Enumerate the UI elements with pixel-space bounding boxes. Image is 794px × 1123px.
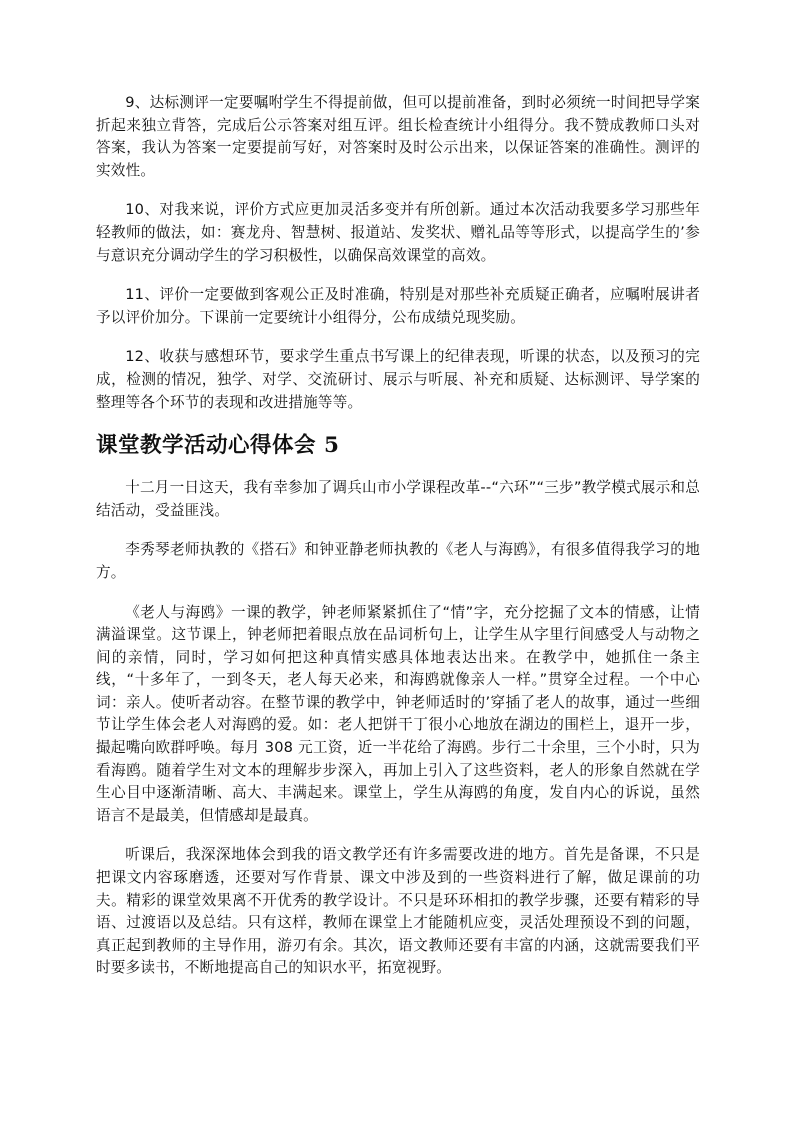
paragraph-intro: 十二月一日这天，我有幸参加了调兵山市小学课程改革--“六环”“三步”教学模式展示和总结活动，受益匪浅。 (96, 479, 700, 519)
paragraph-item-10: 10、对我来说，评价方式应更加灵活多变并有所创新。通过本次活动我要多学习那些年轻教师的做法，如：赛龙舟、智慧树、报道站、发奖状、赠礼品等等形式，以提高学生的’参与意识充分调动学生的学习积极性，以确保高效课堂的高效。 (96, 201, 700, 264)
paragraph-lesson-analysis: 《老人与海鸥》一课的教学，钟老师紧紧抓住了“情”字，充分挖掘了文本的情感，让情满溢课堂。这节课上，钟老师把着眼点放在品词析句上，让学生从字里行间感受人与动物之间的亲情，同时，学习如何把这种真情实感具体地表达出来。在教学中，她抓住一条主线，“十多年了，一到冬天，老人每天必来，和海鸥就像亲人一样。”贯穿全过程。一个中心词：亲人。使听者动容。在整节课的教学中，钟老师适时的’穿插了老人的故事，通过一些细节让学生体会老人对海鸥的爱。如：老人把饼干丁很小心地放在湖边的围栏上，退开一步，撮起嘴向欧群呼唤。每月 308 元工资，近一半花给了海鸥。步行二十余里，三个小时，只为看海鸥。随着学生对文本的理解步步深入，再加上引入了这些资料，老人的形象自然就在学生心目中逐渐清晰、高大、丰满起来。课堂上，学生从海鸥的角度，发自内心的诉说，虽然语言不是最美，但情感却是最真。 (96, 603, 700, 824)
paragraph-item-11: 11、评价一定要做到客观公正及时准确，特别是对那些补充质疑正确者，应嘱咐展讲者予以评价加分。下课前一定要统计小组得分，公布成绩兑现奖励。 (96, 286, 700, 326)
document-page (96, 92, 700, 997)
paragraph-reflection: 听课后，我深深地体会到我的语文教学还有许多需要改进的地方。首先是备课，不只是把课文内容琢磨透，还要对写作背景、课文中涉及到的一些资料进行了解，做足课前的功夫。精彩的课堂效果离不开优秀的教学设计。不只是环环相扣的教学步骤，还要有精彩的导语、过渡语以及总结。只有这样，教师在课堂上才能随机应变，灵活处理预设不到的问题，真正起到教师的主导作用，游刃有余。其次，语文教师还要有丰富的内涵，这就需要我们平时要多读书，不断地提高自己的知识水平，拓宽视野。 (96, 846, 700, 977)
paragraph-item-12: 12、收获与感想环节，要求学生重点书写课上的纪律表现，听课的状态，以及预习的完成，检测的情况，独学、对学、交流研讨、展示与听展、补充和质疑、达标测评、导学案的整理等各个环节的表现和改进措施等等。 (96, 348, 700, 411)
paragraph-item-9: 9、达标测评一定要嘱咐学生不得提前做，但可以提前准备，到时必须统一时间把导学案折起来独立背答，完成后公示答案对组互评。组长检查统计小组得分。我不赞成教师口头对答案，我认为答案一定要提前写好，对答案时及时公示出来，以保证答案的准确性。测评的实效性。 (96, 94, 700, 179)
paragraph-teachers: 李秀琴老师执教的《搭石》和钟亚静老师执教的《老人与海鸥》，有很多值得我学习的地方。 (96, 541, 700, 581)
section-title: 课堂教学活动心得体会 5 (96, 433, 340, 459)
